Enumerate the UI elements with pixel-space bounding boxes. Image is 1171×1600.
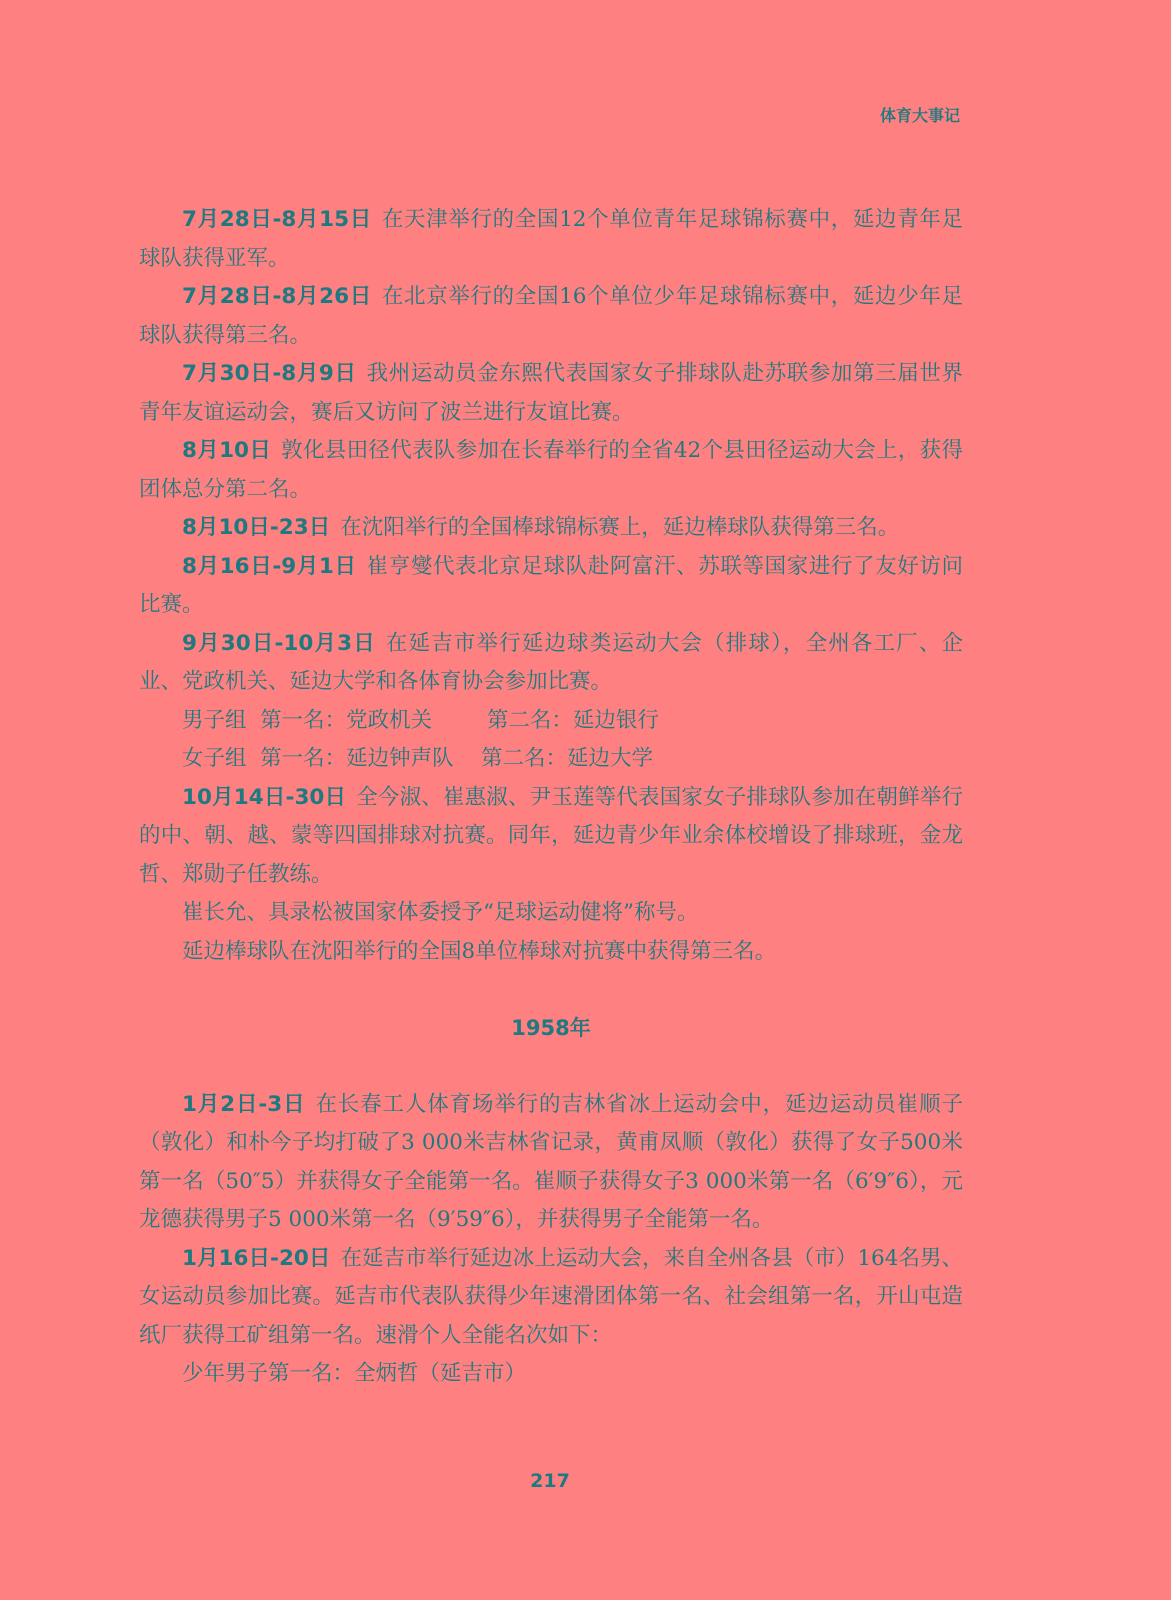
entry-paragraph — [139, 1240, 963, 1356]
entry-text: 崔长允、具录松被国家体委授予“足球运动健将”称号。 — [182, 900, 699, 925]
entry-text: 男子组 第一名：党政机关 第二名：延边银行 — [182, 707, 659, 733]
entry-text: 少年男子第一名：全炳哲（延吉市） — [182, 1361, 527, 1386]
running-head: 体育大事记 — [879, 106, 960, 125]
entry-text: 崔亨燮代表北京足球队赴阿富汗、苏联等国家进行了友好访问比赛。 — [139, 553, 963, 617]
entry-date: 7月28日-8月26日 — [182, 284, 372, 309]
entry-text: 在北京举行的全国16个单位少年足球锦标赛中，延边少年足球队获得第三名。 — [139, 284, 963, 348]
entry-date: 9月30日-10月3日 — [182, 630, 376, 656]
entry-date: 10月14日-30日 — [182, 784, 347, 810]
entry-text: 我州运动员金东熙代表国家女子排球队赴苏联参加第三届世界青年友谊运动会，赛后又访问了波兰进行友谊比赛。 — [139, 361, 963, 425]
result-line-women — [139, 740, 963, 779]
entry-text: 在延吉市举行延边球类运动大会（排球），全州各工厂、企业、党政机关、延边大学和各体育协会参加比赛。 — [139, 630, 963, 694]
entry-text: 女子组 第一名：延边钟声队 第二名：延边大学 — [182, 746, 654, 771]
entry-paragraph — [139, 201, 963, 278]
entry-date: 8月10日 — [182, 438, 272, 463]
entry-text: 在长春工人体育场举行的吉林省冰上运动会中，延边运动员崔顺子（敦化）和朴今子均打破了3 000米吉林省记录，黄甫凤顺（敦化）获得了女子500米第一名（50″5）并获得女子全能第一名。崔顺子获得女子3 000米第一名（6′9″6），元龙德获得男子5 000米第一名（9′59″6），并获得男子全能第一名。 — [139, 1091, 963, 1232]
entry-paragraph — [139, 355, 963, 432]
entry-date: 1月16日-20日 — [182, 1245, 331, 1271]
entry-text: 在延吉市举行延边冰上运动大会，来自全州各县（市）164名男、女运动员参加比赛。延吉市代表队获得少年速滑团体第一名、社会组第一名，开山屯造纸厂获得工矿组第一名。速滑个人全能名次如下： — [139, 1245, 963, 1348]
entry-paragraph — [139, 509, 963, 548]
entry-date: 7月30日-8月9日 — [182, 361, 357, 386]
entry-text: 全今淑、崔惠淑、尹玉莲等代表国家女子排球队参加在朝鲜举行的中、朝、越、蒙等四国排球对抗赛。同年，延边青少年业余体校增设了排球班，金龙哲、郑勋子任教练。 — [139, 784, 963, 887]
entry-text: 在天津举行的全国12个单位青年足球锦标赛中，延边青年足球队获得亚军。 — [139, 207, 963, 271]
page-number: 217 — [530, 1470, 570, 1492]
entry-paragraph — [139, 278, 963, 355]
entry-date: 8月10日-23日 — [182, 515, 331, 540]
entry-paragraph — [139, 432, 963, 509]
page-content — [139, 201, 963, 1394]
entry-date: 7月28日-8月15日 — [182, 207, 372, 232]
entry-paragraph — [139, 1355, 963, 1394]
entry-paragraph — [139, 1086, 963, 1240]
entry-date: 1月2日-3日 — [182, 1091, 306, 1117]
entry-text: 延边棒球队在沈阳举行的全国8单位棒球对抗赛中获得第三名。 — [182, 938, 777, 964]
entry-text: 在沈阳举行的全国棒球锦标赛上，延边棒球队获得第三名。 — [340, 515, 900, 540]
entry-date: 8月16日-9月1日 — [182, 553, 357, 579]
entry-text: 敦化县田径代表队参加在长春举行的全省42个县田径运动大会上，获得团体总分第二名。 — [139, 438, 963, 502]
entry-paragraph — [139, 548, 963, 625]
year-heading: 1958年 — [511, 1016, 591, 1040]
entry-paragraph — [139, 894, 963, 933]
entry-paragraph — [139, 779, 963, 895]
entry-paragraph — [139, 625, 963, 702]
entry-paragraph — [139, 933, 963, 972]
result-line-men — [139, 702, 963, 741]
